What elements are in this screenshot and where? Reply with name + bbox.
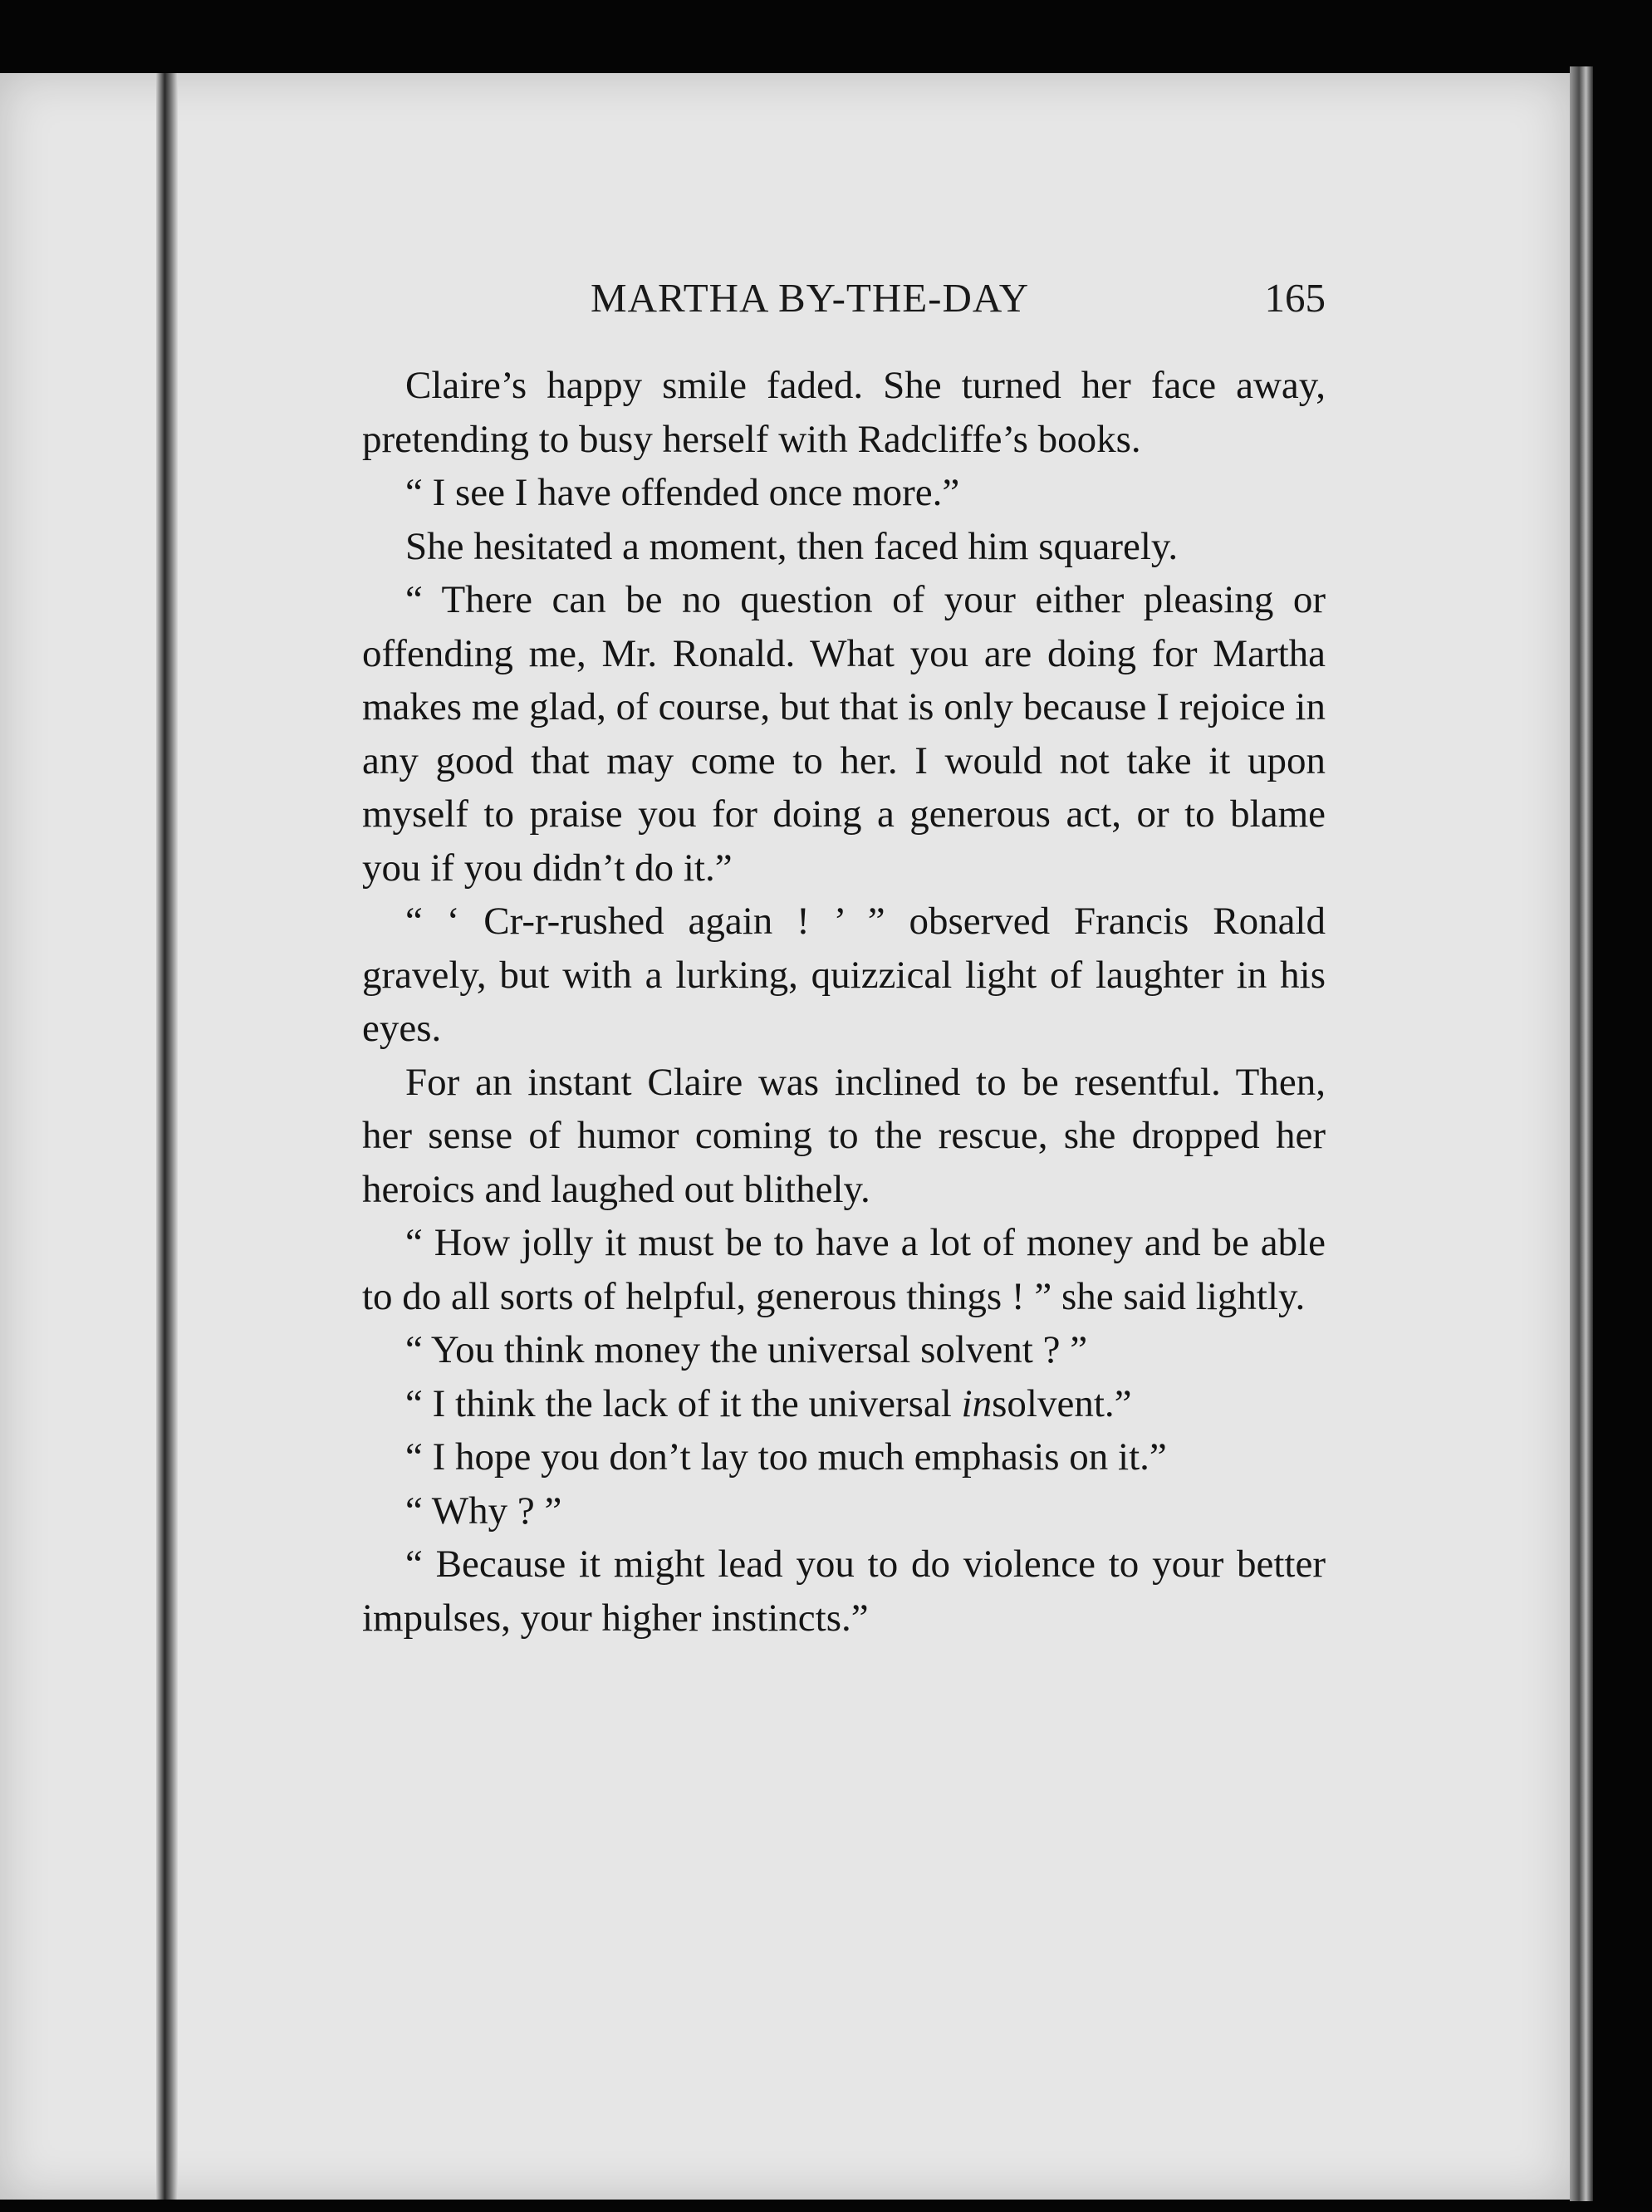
paragraph: “ You think money the universal solvent ? ” xyxy=(405,1328,1088,1371)
page-number: 165 xyxy=(1264,275,1326,321)
paragraph: “ ‘ Cr-r-rushed again ! ’ ” observed Francis Ronald gravely, but with a lurking, quizzical light of laughter in his eyes. xyxy=(362,900,1326,1050)
running-title: MARTHA BY-THE-DAY xyxy=(591,275,1030,321)
paragraph: “ I see I have offended once more.” xyxy=(405,471,960,514)
running-head xyxy=(362,274,1326,332)
paragraph: “ There can be no question of your either pleasing or offending me, Mr. Ronald. What you are doing for Martha makes me glad, of course, but that is only because I rejoice in any good that may come to her. I would not take it upon myself to praise you for doing a generous act, or to blame you if you didn’t do it.” xyxy=(362,578,1326,890)
paragraph: “ I hope you don’t lay too much emphasis on it.” xyxy=(405,1435,1167,1479)
body-text xyxy=(362,359,1326,1645)
paragraph: For an instant Claire was inclined to be resentful. Then, her sense of humor coming to the rescue, she dropped her heroics and laughed out blithely. xyxy=(362,1060,1326,1211)
paragraph: She hesitated a moment, then faced him squarely. xyxy=(405,524,1179,568)
italic-emphasis: in xyxy=(961,1381,993,1425)
paragraph: “ Because it might lead you to do violence to your better impulses, your higher instincts.” xyxy=(362,1543,1326,1640)
paragraph-text-after: solvent.” xyxy=(992,1381,1132,1425)
binding-gutter xyxy=(156,73,178,2200)
page-stack-edge xyxy=(1570,66,1593,2201)
paragraph: “ How jolly it must be to have a lot of money and be able to do all sorts of helpful, generous things ! ” she said lightly. xyxy=(362,1221,1326,1318)
paragraph: Claire’s happy smile faded. She turned her face away, pretending to busy herself with Radcliffe’s books. xyxy=(362,364,1326,461)
paragraph-text-before: “ I think the lack of it the universal xyxy=(405,1381,962,1425)
paragraph xyxy=(362,1377,1326,1431)
paragraph: “ Why ? ” xyxy=(405,1489,562,1533)
